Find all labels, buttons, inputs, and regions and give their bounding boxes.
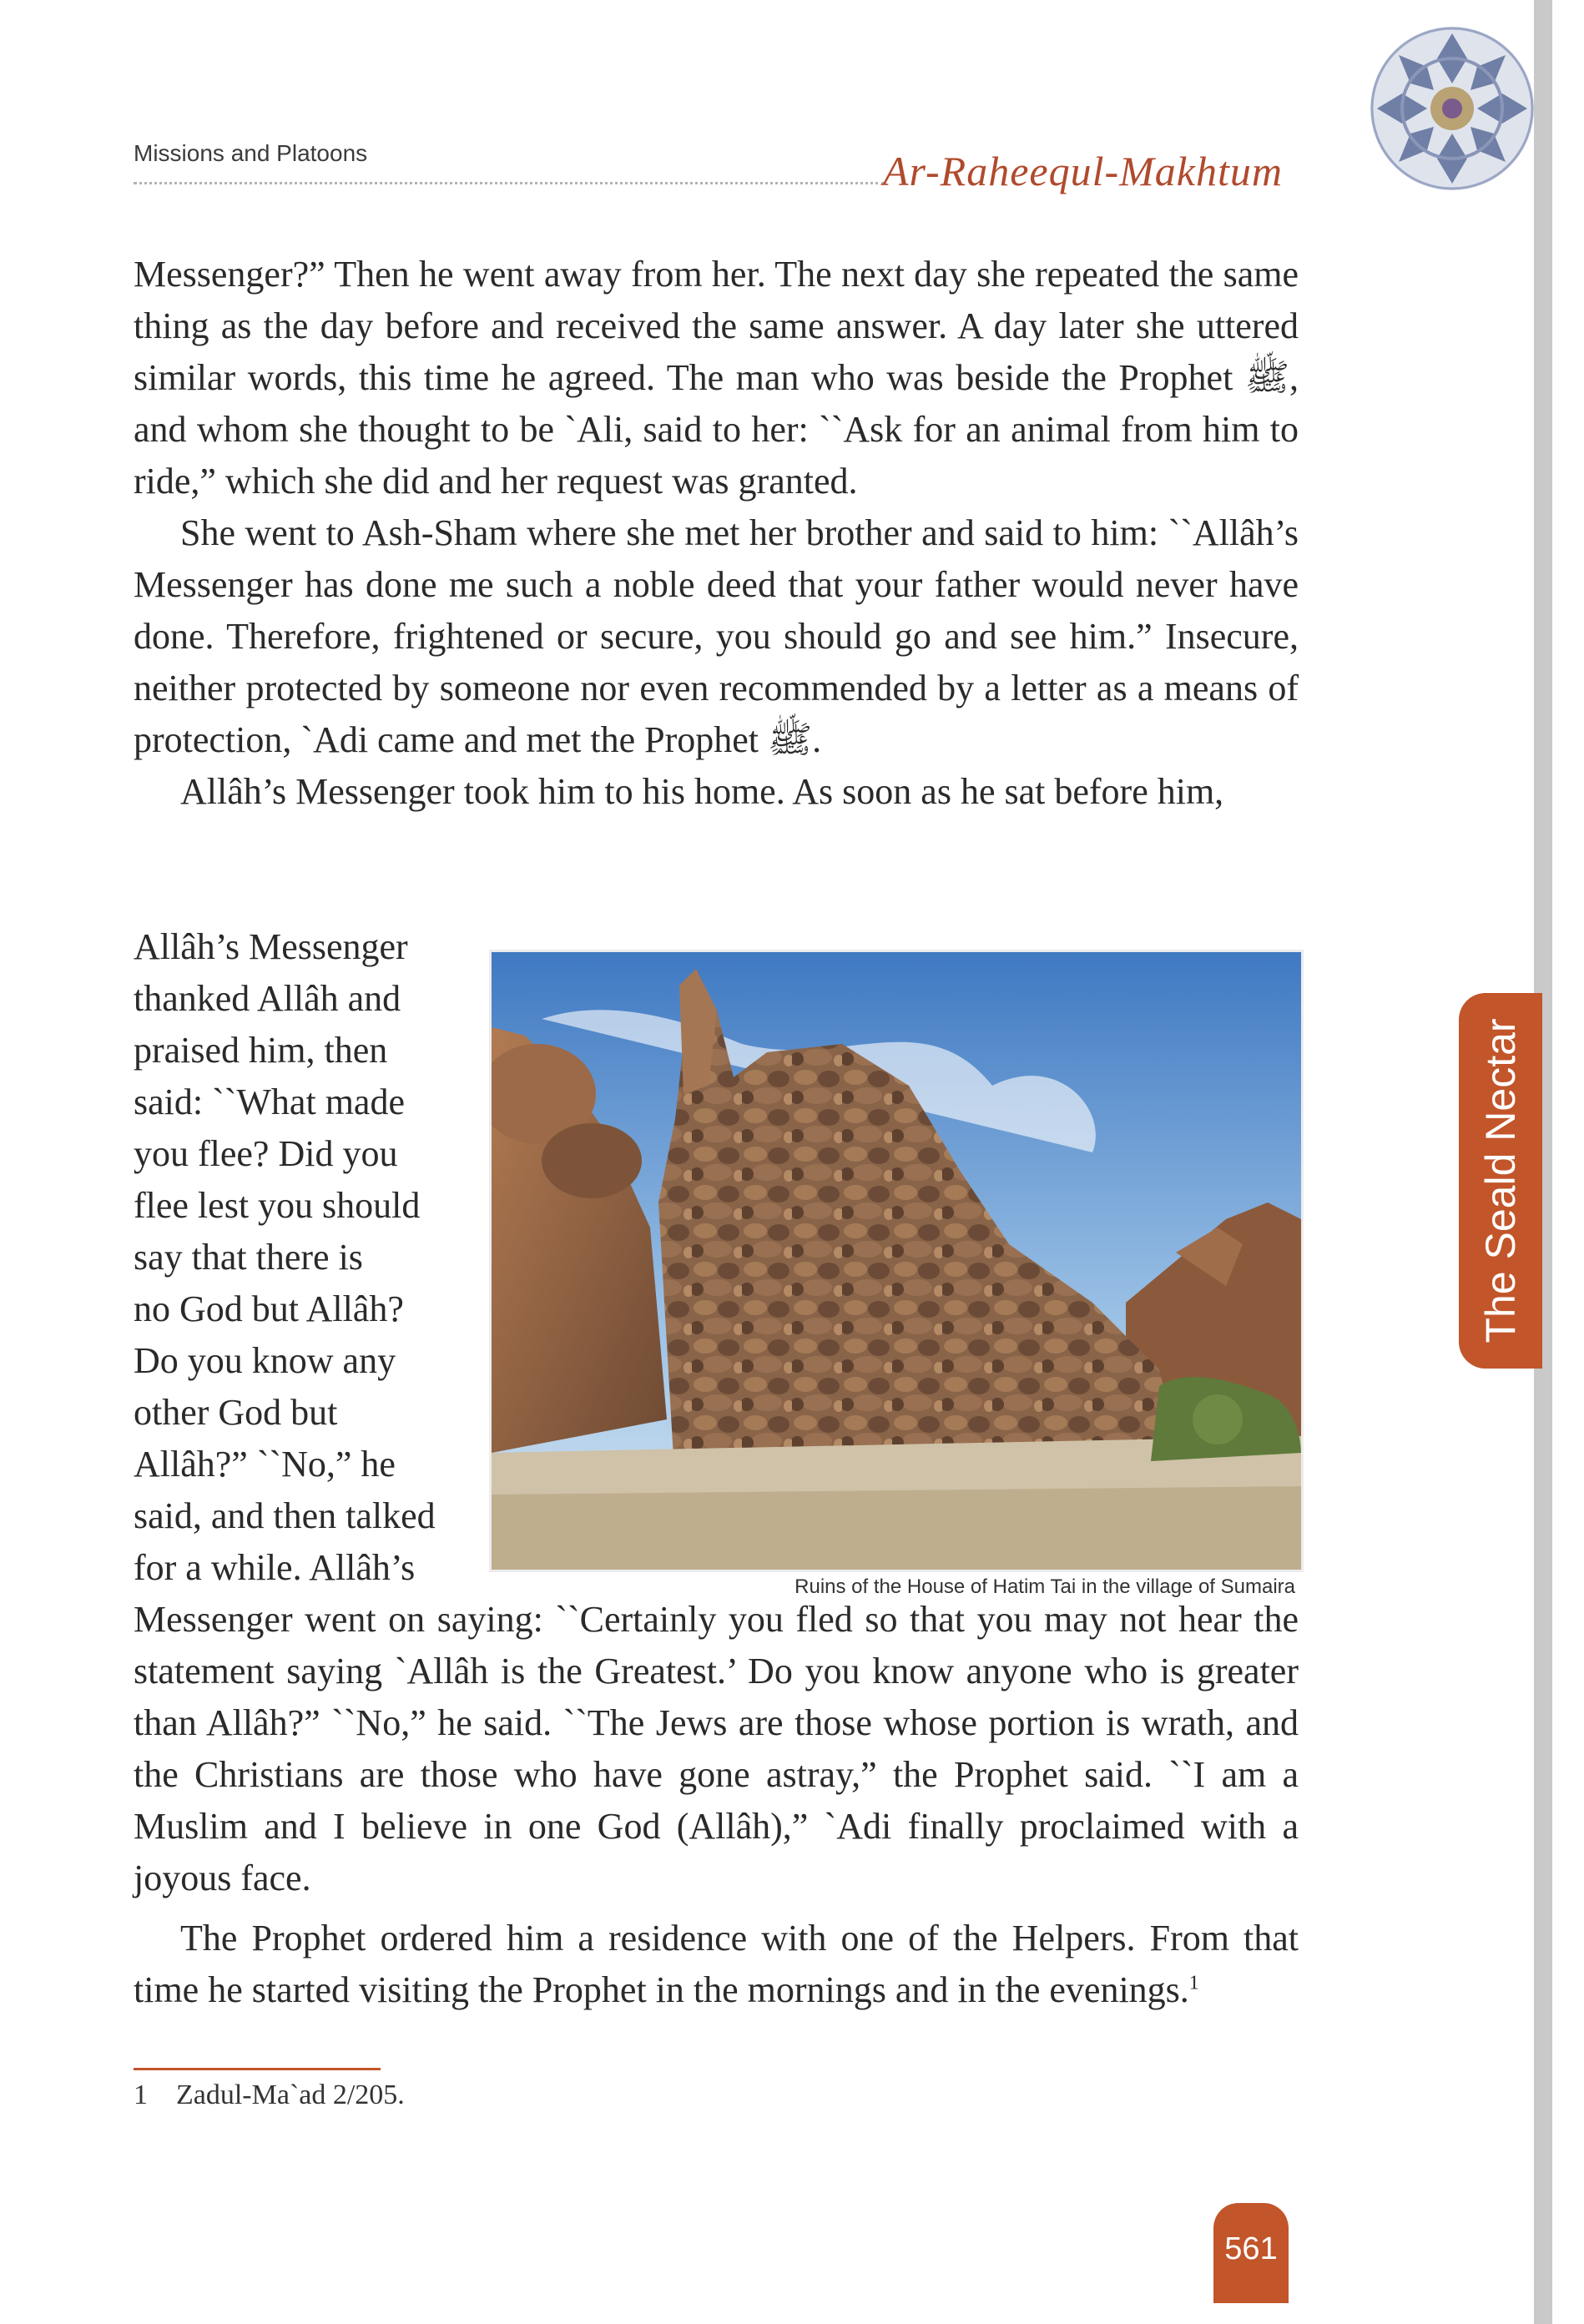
column-line: said: ``What made <box>134 1081 405 1122</box>
photo-caption: Ruins of the House of Hatim Tai in the village of Sumaira <box>795 1575 1295 1598</box>
column-line: Allâh’s Messenger <box>134 926 408 967</box>
body-block-lower <box>134 1594 1299 2016</box>
paragraph-4-text: The Prophet ordered him a residence with one of the Helpers. From that time he started visiting the Prophet in the mornings and in the evenings. <box>134 1918 1299 2010</box>
column-line: Do you know any <box>134 1340 396 1381</box>
book-title: Ar-Raheequl-Makhtum <box>883 148 1283 194</box>
side-tab <box>1459 993 1542 1369</box>
footnote-marker[interactable]: 1 <box>1188 1972 1199 1994</box>
paragraph-3-lead: Allâh’s Messenger took him to his home. As soon as he sat before him, <box>180 771 1224 812</box>
wrapped-column-text <box>134 921 456 1594</box>
paragraph-4 <box>134 1913 1299 2016</box>
column-line: no God but Allâh? <box>134 1288 404 1329</box>
ruins-photo <box>489 950 1304 1572</box>
section-title: Missions and Platoons <box>134 140 368 166</box>
body-block-upper <box>134 249 1299 818</box>
column-line: said, and then talked <box>134 1495 436 1536</box>
paragraph-2: She went to Ash-Sham where she met her brother and said to him: ``Allâh’s Messenger has done me such a noble deed that your father would never have done. Therefore, frightened or secure, you should go and see him.” Insecure, neither protected by someone nor even recommended by a letter as a means of protection, `Adi came and met the Prophet ﷺ. <box>134 512 1299 760</box>
column-line: praised him, then <box>134 1030 388 1071</box>
column-line: thanked Allâh and <box>134 978 401 1019</box>
header-divider <box>134 182 885 184</box>
footnote-text: Zadul-Ma`ad 2/205. <box>176 2080 405 2110</box>
side-tab-label: The Seald Nectar <box>1477 1018 1524 1343</box>
paragraph-3-rest: Messenger went on saying: ``Certainly you fled so that you may not hear the statement saying `Allâh is the Greatest.’ Do you know anyone who is greater than Allâh?” ``No,” he said. ``The Jews are those whose portion is wrath, and the Christians are those who have gone astray,” the Prophet said. ``I am a Muslim and I believe in one God (Allâh),” `Adi finally proclaimed with a joyous face. <box>134 1599 1299 1898</box>
page-number: 561 <box>1224 2231 1278 2266</box>
column-line: you flee? Did you <box>134 1133 398 1174</box>
footnote-divider <box>134 2068 381 2070</box>
column-line: Allâh?” ``No,” he <box>134 1444 396 1485</box>
column-line: flee lest you should <box>134 1185 421 1226</box>
column-line: say that there is <box>134 1237 363 1278</box>
paragraph-1: Messenger?” Then he went away from her. The next day she repeated the same thing as the day before and received the same answer. A day later she uttered similar words, this time he agreed. The man who was beside the Prophet ﷺ, and whom she thought to be `Ali, said to her: ``Ask for an animal from him to ride,” which she did and her request was granted. <box>134 254 1299 502</box>
footnote-number: 1 <box>134 2080 148 2110</box>
ornament-icon <box>1344 25 1544 209</box>
page-number-badge <box>1213 2203 1289 2303</box>
column-line: for a while. Allâh’s <box>134 1547 416 1588</box>
column-line: other God but <box>134 1392 338 1433</box>
footnote <box>134 2080 405 2111</box>
